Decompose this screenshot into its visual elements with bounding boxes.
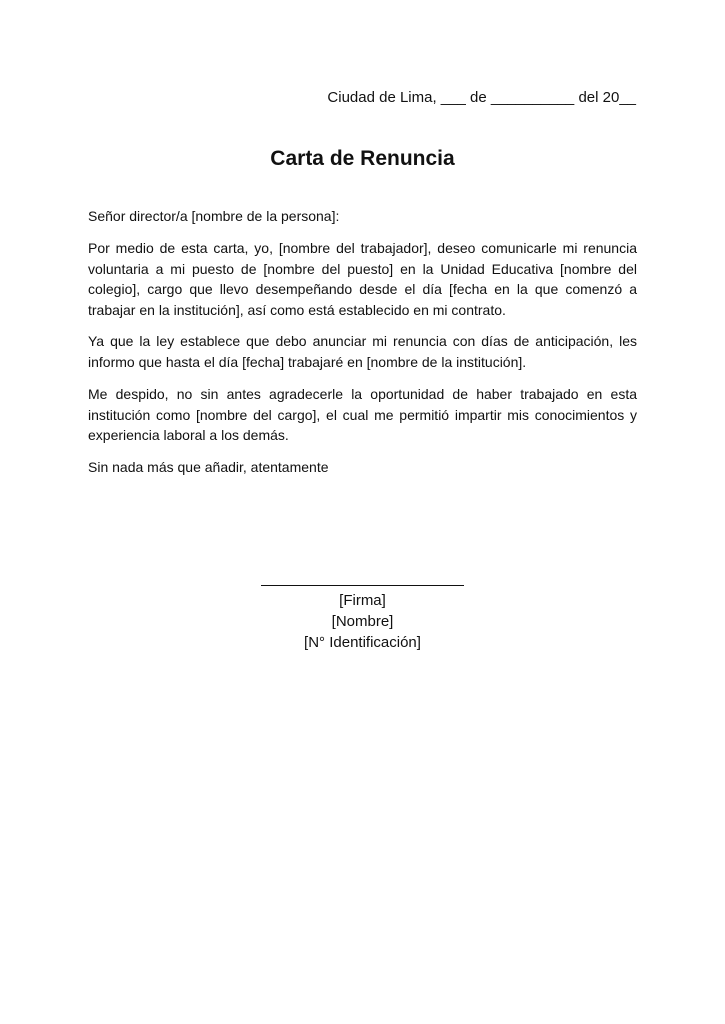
letter-title: Carta de Renuncia	[270, 147, 455, 170]
signature-firma: [Firma]	[339, 592, 386, 609]
signature-nombre: [Nombre]	[331, 613, 394, 630]
signature-identificacion: [N° Identificación]	[304, 634, 421, 651]
closing-line: Sin nada más que añadir, atentamente	[88, 459, 329, 475]
paragraph-notice: Ya que la ley establece que debo anunciar mi renuncia con días de anticipación, les informo que hasta el día [fecha] trabajaré en [nombre de la institución].	[88, 333, 637, 370]
date-line: Ciudad de Lima, ___ de __________ del 20__	[327, 89, 636, 106]
paragraph-resignation: Por medio de esta carta, yo, [nombre del trabajador], deseo comunicarle mi renuncia voluntaria a mi puesto de [nombre del puesto] en la Unidad Educativa [nombre del colegio], cargo que llevo desempeñando desde el día [fecha en la que comenzó a trabajar en la institución], así como está establecido en mi contrato.	[88, 240, 637, 318]
signature-block	[0, 570, 725, 653]
signature-line	[261, 585, 464, 586]
salutation: Señor director/a [nombre de la persona]:	[88, 208, 340, 224]
paragraph-farewell: Me despido, no sin antes agradecerle la oportunidad de haber trabajado en esta institución como [nombre del cargo], el cual me permitió impartir mis conocimientos y experiencia laboral a los demás.	[88, 386, 637, 443]
